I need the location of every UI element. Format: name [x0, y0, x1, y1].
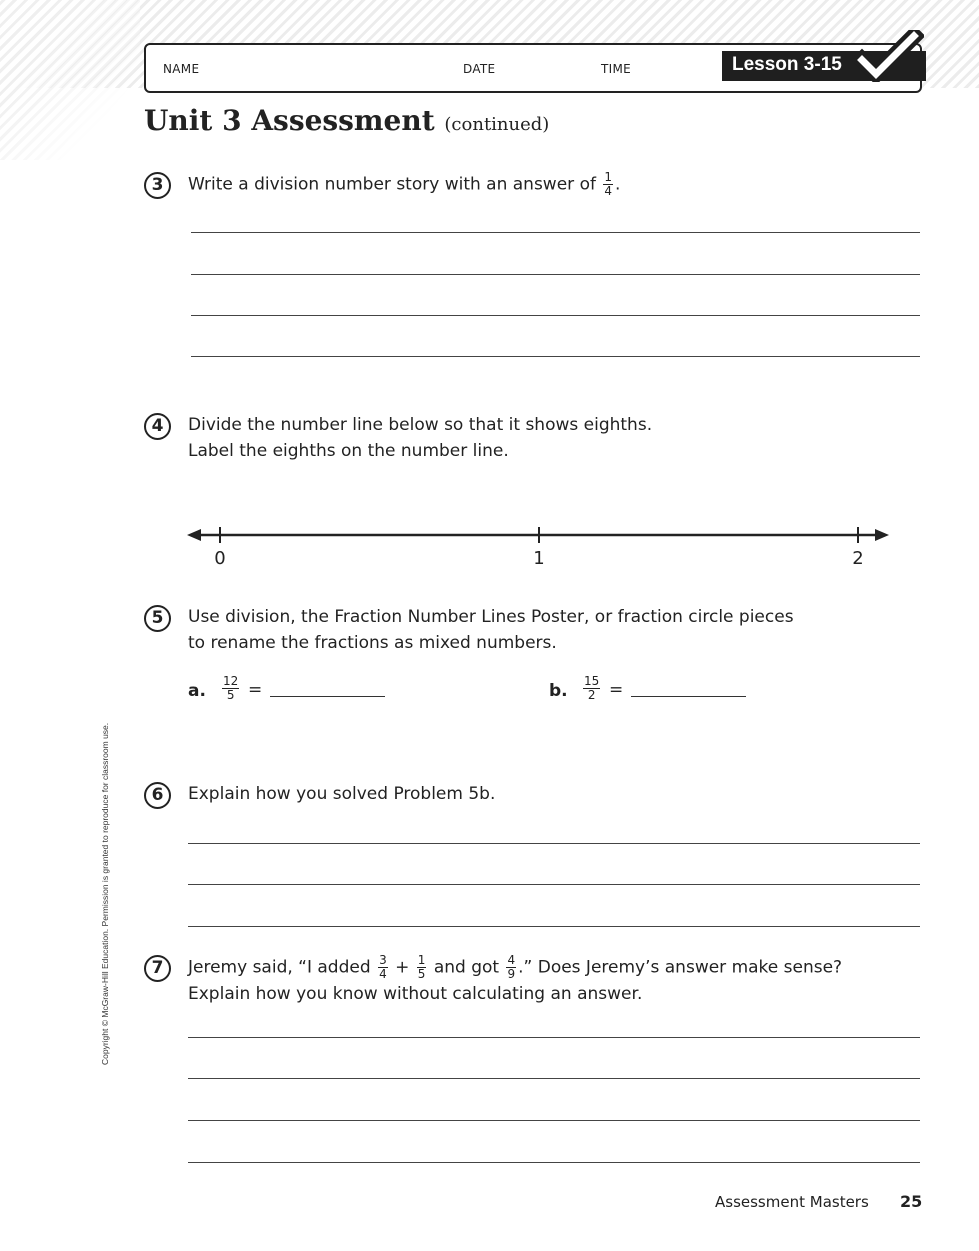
question-7-fraction-1-denominator: 4	[379, 967, 387, 981]
question-5-number: 5	[144, 605, 171, 632]
question-5a-equals: =	[248, 680, 263, 700]
page-number: 25	[900, 1192, 923, 1211]
question-5b-fraction	[583, 675, 600, 702]
answer-line-6-2[interactable]	[188, 884, 920, 885]
question-4-line-2: Label the eighths on the number line.	[188, 441, 509, 461]
question-5-line-1: Use division, the Fraction Number Lines Poster, or fraction circle pieces	[188, 607, 794, 627]
question-5-line-2: to rename the fractions as mixed numbers.	[188, 633, 557, 653]
answer-line-7-2[interactable]	[188, 1078, 920, 1079]
answer-line-3-4[interactable]	[191, 356, 920, 357]
question-7-line-1	[188, 954, 842, 981]
question-5b-numerator: 15	[584, 674, 600, 688]
answer-line-7-4[interactable]	[188, 1162, 920, 1163]
footer-section: Assessment Masters	[715, 1193, 869, 1211]
question-3-fraction	[603, 171, 613, 198]
question-5b-equals: =	[609, 680, 624, 700]
question-7-text	[188, 954, 842, 1007]
question-3-fraction-denominator: 4	[604, 184, 612, 198]
question-5b-label: b.	[549, 681, 568, 701]
answer-line-7-3[interactable]	[188, 1120, 920, 1121]
question-7-number: 7	[144, 955, 171, 982]
page-title	[144, 104, 549, 137]
answer-line-3-2[interactable]	[191, 274, 920, 275]
question-7-fraction-1	[378, 954, 388, 981]
name-label: NAME	[163, 62, 200, 76]
question-7-fraction-1-numerator: 3	[379, 953, 387, 967]
number-line-label-1: 1	[533, 548, 545, 569]
question-7-plus: +	[395, 957, 410, 978]
question-3-number: 3	[144, 172, 171, 199]
answer-line-3-1[interactable]	[191, 232, 920, 233]
question-5a-label: a.	[188, 681, 206, 701]
question-7-part-1: Jeremy said, “I added	[188, 957, 371, 978]
question-7-part-3: .” Does Jeremy’s answer make sense?	[518, 957, 843, 978]
question-6-text: Explain how you solved Problem 5b.	[188, 784, 496, 804]
number-line-left-arrow	[187, 529, 201, 541]
answer-line-6-1[interactable]	[188, 843, 920, 844]
question-7-part-2: and got	[433, 957, 500, 978]
number-line-label-2: 2	[852, 548, 864, 569]
number-line-right-arrow	[875, 529, 889, 541]
question-4-text	[188, 412, 652, 464]
question-7-line-2: Explain how you know without calculating an answer.	[188, 984, 643, 1004]
answer-line-7-1[interactable]	[188, 1037, 920, 1038]
question-7-fraction-3-denominator: 9	[507, 967, 516, 981]
answer-line-3-3[interactable]	[191, 315, 920, 316]
question-7-fraction-3-numerator: 4	[507, 953, 516, 967]
question-5b-answer-blank[interactable]	[631, 696, 746, 697]
question-7-fraction-3	[506, 954, 516, 981]
question-3-prompt: Write a division number story with an answer of	[188, 174, 596, 195]
number-line[interactable]	[185, 522, 895, 574]
copyright-notice: Copyright © McGraw-Hill Education. Permission is granted to reproduce for classroom use.	[100, 722, 110, 1065]
question-5a-fraction	[222, 675, 239, 702]
question-3-period: .	[615, 174, 621, 195]
question-5b-denominator: 2	[587, 688, 596, 702]
question-5a-answer-blank[interactable]	[270, 696, 385, 697]
page-title-sub: (continued)	[444, 114, 550, 135]
question-7-fraction-2-numerator: 1	[417, 953, 426, 967]
checkmark-icon	[852, 30, 924, 82]
page-title-main: Unit 3 Assessment	[144, 104, 435, 137]
question-6-number: 6	[144, 782, 171, 809]
number-line-label-0: 0	[214, 548, 226, 569]
question-7-fraction-2-denominator: 5	[417, 967, 426, 981]
question-7-fraction-2	[417, 954, 427, 981]
corner-hatch-pattern	[0, 0, 140, 160]
lesson-label: Lesson 3-15	[732, 54, 842, 75]
question-4-number: 4	[144, 413, 171, 440]
question-3-text	[188, 171, 620, 198]
question-5a-numerator: 12	[223, 674, 239, 688]
date-label: DATE	[463, 62, 496, 76]
question-5a-denominator: 5	[226, 688, 235, 702]
question-3-fraction-numerator: 1	[604, 170, 612, 184]
question-5-text	[188, 604, 794, 656]
time-label: TIME	[601, 62, 632, 76]
answer-line-6-3[interactable]	[188, 926, 920, 927]
question-4-line-1: Divide the number line below so that it shows eighths.	[188, 415, 653, 435]
